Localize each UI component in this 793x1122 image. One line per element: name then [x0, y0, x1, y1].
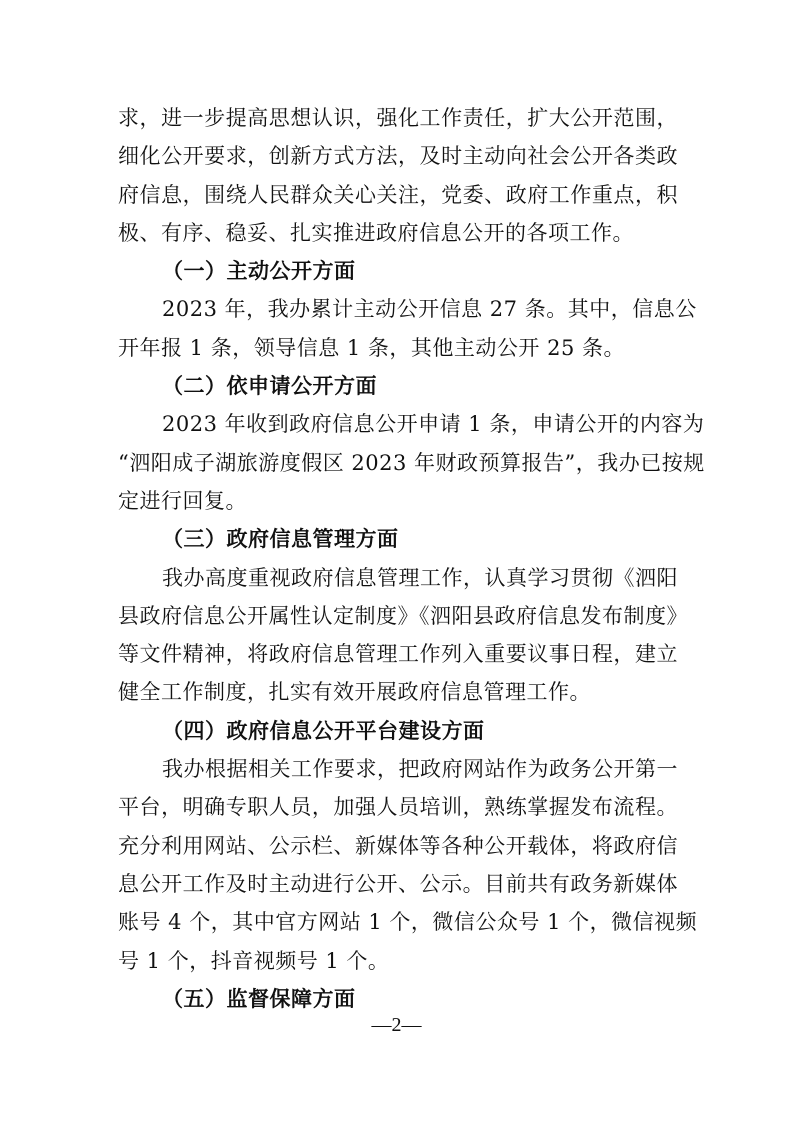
body-text-line: 求，进一步提高思想认识，强化工作责任，扩大公开范围，	[118, 106, 678, 130]
body-text-line: 开年报 1 条，领导信息 1 条，其他主动公开 25 条。	[118, 335, 625, 360]
body-text-line: 账号 4 个，其中官方网站 1 个，微信公众号 1 个，微信视频	[118, 910, 698, 935]
body-text-line: 等文件精神，将政府信息管理工作列入重要议事日程，建立	[118, 642, 678, 667]
body-text-line: 号 1 个，抖音视频号 1 个。	[118, 948, 390, 973]
section-heading-2: （二）依申请公开方面	[162, 373, 377, 399]
body-text-line: 府信息，围绕人民群众关心关注，党委、政府工作重点，积	[118, 182, 678, 207]
body-text-line: 我办根据相关工作要求，把政府网站作为政务公开第一	[162, 757, 678, 782]
body-text-line: 2023 年，我办累计主动公开信息 27 条。其中，信息公	[162, 297, 697, 322]
body-text-line: 充分利用网站、公示栏、新媒体等各种公开载体，将政府信	[118, 833, 678, 858]
section-heading-5: （五）监督保障方面	[162, 985, 356, 1011]
body-text-line: 息公开工作及时主动进行公开、公示。目前共有政务新媒体	[118, 871, 678, 896]
body-text-line: 健全工作制度，扎实有效开展政府信息管理工作。	[118, 680, 591, 705]
section-heading-3: （三）政府信息管理方面	[162, 526, 399, 552]
body-text-line: 细化公开要求，创新方式方法，及时主动向社会公开各类政	[118, 144, 678, 169]
body-text-line: 县政府信息公开属性认定制度》《泗阳县政府信息发布制度》	[118, 603, 688, 628]
body-text-line: 极、有序、稳妥、扎实推进政府信息公开的各项工作。	[118, 220, 634, 245]
body-text-line: “泗阳成子湖旅游度假区 2023 年财政预算报告”，我办已按规	[118, 450, 705, 475]
page-number: —2—	[371, 1014, 422, 1036]
section-heading-4: （四）政府信息公开平台建设方面	[162, 717, 485, 743]
body-text-line: 平台，明确专职人员，加强人员培训，熟练掌握发布流程。	[118, 795, 678, 820]
body-text-line: 定进行回复。	[118, 488, 247, 513]
body-text-line: 我办高度重视政府信息管理工作，认真学习贯彻《泗阳	[162, 565, 678, 590]
section-heading-1: （一）主动公开方面	[162, 258, 356, 284]
body-text-line: 2023 年收到政府信息公开申请 1 条，申请公开的内容为	[162, 412, 705, 437]
document-body	[118, 99, 705, 1018]
